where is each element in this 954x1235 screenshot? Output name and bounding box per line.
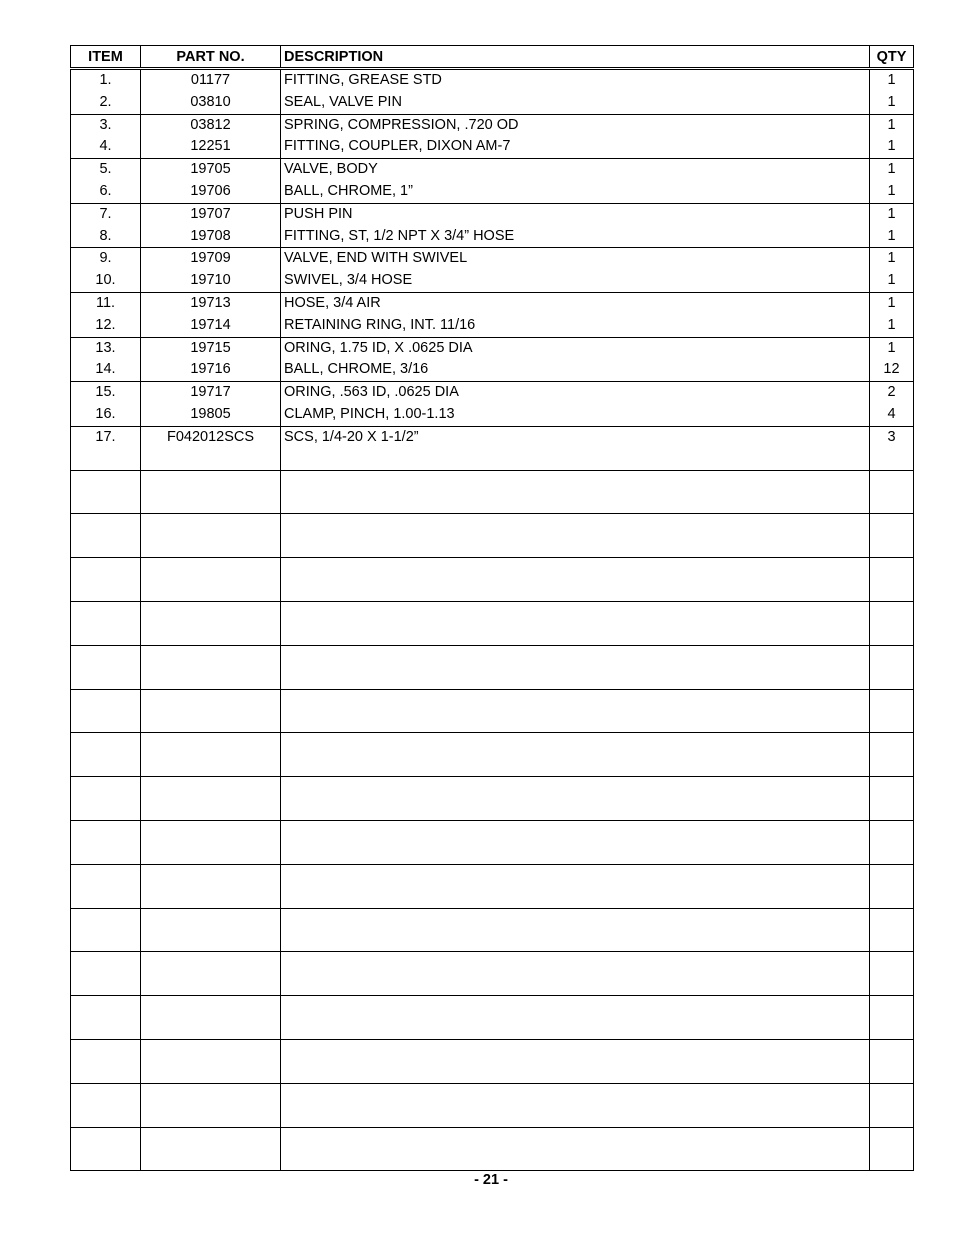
- parts-table-header: [71, 46, 914, 69]
- empty-cell: [870, 1127, 914, 1171]
- empty-cell: [870, 952, 914, 996]
- part-no-cell: 19717: [141, 382, 281, 404]
- part-no-cell: 19705: [141, 159, 281, 181]
- table-row: [71, 426, 914, 470]
- empty-cell: [141, 470, 281, 514]
- empty-row: [71, 514, 914, 558]
- description-cell: ORING, 1.75 ID, X .0625 DIA: [281, 337, 870, 359]
- empty-cell: [281, 864, 870, 908]
- part-no-cell: 03812: [141, 114, 281, 136]
- header-description: DESCRIPTION: [281, 46, 870, 69]
- table-row: [71, 337, 914, 359]
- item-cell: 17.: [71, 426, 141, 470]
- qty-cell: 1: [870, 248, 914, 270]
- empty-cell: [141, 689, 281, 733]
- empty-cell: [141, 864, 281, 908]
- item-cell: 15.: [71, 382, 141, 404]
- qty-cell: 1: [870, 114, 914, 136]
- item-cell: 6.: [71, 181, 141, 203]
- header-item: ITEM: [71, 46, 141, 69]
- empty-cell: [141, 1039, 281, 1083]
- qty-cell: 2: [870, 382, 914, 404]
- qty-cell: 1: [870, 136, 914, 158]
- empty-cell: [281, 1083, 870, 1127]
- description-cell: SPRING, COMPRESSION, .720 OD: [281, 114, 870, 136]
- empty-cell: [281, 996, 870, 1040]
- qty-cell: 1: [870, 292, 914, 314]
- table-row: [71, 315, 914, 337]
- empty-cell: [281, 514, 870, 558]
- item-cell: 11.: [71, 292, 141, 314]
- empty-cell: [141, 1083, 281, 1127]
- description-cell: BALL, CHROME, 1”: [281, 181, 870, 203]
- description-cell: HOSE, 3/4 AIR: [281, 292, 870, 314]
- empty-cell: [71, 908, 141, 952]
- empty-cell: [870, 996, 914, 1040]
- part-no-cell: 19805: [141, 404, 281, 426]
- empty-cell: [71, 733, 141, 777]
- header-qty: QTY: [870, 46, 914, 69]
- part-no-cell: 12251: [141, 136, 281, 158]
- description-cell: SWIVEL, 3/4 HOSE: [281, 270, 870, 292]
- table-row: [71, 92, 914, 114]
- qty-cell: 1: [870, 181, 914, 203]
- empty-cell: [141, 820, 281, 864]
- empty-cell: [71, 1039, 141, 1083]
- empty-cell: [870, 601, 914, 645]
- description-cell: FITTING, ST, 1/2 NPT X 3/4” HOSE: [281, 226, 870, 248]
- table-row: [71, 382, 914, 404]
- empty-cell: [71, 645, 141, 689]
- empty-cell: [281, 601, 870, 645]
- header-part-no: PART NO.: [141, 46, 281, 69]
- empty-cell: [141, 645, 281, 689]
- description-cell: VALVE, BODY: [281, 159, 870, 181]
- header-row: [71, 46, 914, 69]
- empty-row: [71, 864, 914, 908]
- qty-cell: 1: [870, 226, 914, 248]
- empty-cell: [71, 689, 141, 733]
- part-no-cell: F042012SCS: [141, 426, 281, 470]
- empty-cell: [281, 952, 870, 996]
- qty-cell: 1: [870, 92, 914, 114]
- qty-cell: 3: [870, 426, 914, 470]
- empty-cell: [141, 996, 281, 1040]
- table-row: [71, 203, 914, 225]
- part-no-cell: 19713: [141, 292, 281, 314]
- empty-cell: [870, 1083, 914, 1127]
- empty-cell: [71, 820, 141, 864]
- empty-cell: [141, 1127, 281, 1171]
- empty-cell: [141, 514, 281, 558]
- empty-cell: [71, 996, 141, 1040]
- empty-cell: [870, 820, 914, 864]
- empty-row: [71, 689, 914, 733]
- empty-cell: [870, 514, 914, 558]
- empty-cell: [870, 908, 914, 952]
- table-row: [71, 159, 914, 181]
- item-cell: 13.: [71, 337, 141, 359]
- qty-cell: 1: [870, 69, 914, 92]
- part-no-cell: 19715: [141, 337, 281, 359]
- empty-cell: [71, 558, 141, 602]
- empty-cell: [71, 1127, 141, 1171]
- description-cell: PUSH PIN: [281, 203, 870, 225]
- table-row: [71, 114, 914, 136]
- qty-cell: 4: [870, 404, 914, 426]
- empty-cell: [281, 645, 870, 689]
- item-cell: 7.: [71, 203, 141, 225]
- item-cell: 4.: [71, 136, 141, 158]
- table-row: [71, 136, 914, 158]
- description-cell: RETAINING RING, INT. 11/16: [281, 315, 870, 337]
- description-cell: VALVE, END WITH SWIVEL: [281, 248, 870, 270]
- description-cell: CLAMP, PINCH, 1.00-1.13: [281, 404, 870, 426]
- table-row: [71, 248, 914, 270]
- part-no-cell: 19706: [141, 181, 281, 203]
- empty-row: [71, 952, 914, 996]
- empty-cell: [71, 1083, 141, 1127]
- part-no-cell: 19716: [141, 359, 281, 381]
- qty-cell: 1: [870, 270, 914, 292]
- empty-row: [71, 601, 914, 645]
- empty-row: [71, 645, 914, 689]
- item-cell: 2.: [71, 92, 141, 114]
- parts-table-body: [71, 69, 914, 1171]
- empty-cell: [281, 733, 870, 777]
- item-cell: 14.: [71, 359, 141, 381]
- qty-cell: 1: [870, 337, 914, 359]
- part-no-cell: 19708: [141, 226, 281, 248]
- empty-cell: [281, 689, 870, 733]
- description-cell: FITTING, COUPLER, DIXON AM-7: [281, 136, 870, 158]
- empty-row: [71, 1127, 914, 1171]
- empty-row: [71, 733, 914, 777]
- description-cell: FITTING, GREASE STD: [281, 69, 870, 92]
- empty-cell: [281, 908, 870, 952]
- item-cell: 3.: [71, 114, 141, 136]
- part-no-cell: 19710: [141, 270, 281, 292]
- qty-cell: 12: [870, 359, 914, 381]
- empty-cell: [141, 558, 281, 602]
- empty-row: [71, 558, 914, 602]
- empty-cell: [281, 820, 870, 864]
- empty-cell: [71, 952, 141, 996]
- description-cell: SEAL, VALVE PIN: [281, 92, 870, 114]
- empty-cell: [870, 733, 914, 777]
- empty-cell: [281, 1127, 870, 1171]
- empty-row: [71, 1039, 914, 1083]
- parts-table: [70, 45, 914, 1171]
- empty-row: [71, 777, 914, 821]
- part-no-cell: 01177: [141, 69, 281, 92]
- empty-cell: [141, 952, 281, 996]
- empty-cell: [870, 558, 914, 602]
- empty-cell: [870, 645, 914, 689]
- empty-cell: [141, 601, 281, 645]
- empty-row: [71, 470, 914, 514]
- item-cell: 9.: [71, 248, 141, 270]
- table-row: [71, 69, 914, 92]
- empty-cell: [281, 1039, 870, 1083]
- empty-cell: [71, 777, 141, 821]
- empty-cell: [870, 470, 914, 514]
- empty-cell: [281, 470, 870, 514]
- empty-cell: [870, 864, 914, 908]
- part-no-cell: 03810: [141, 92, 281, 114]
- empty-cell: [870, 689, 914, 733]
- empty-cell: [141, 777, 281, 821]
- table-row: [71, 404, 914, 426]
- item-cell: 12.: [71, 315, 141, 337]
- qty-cell: 1: [870, 203, 914, 225]
- empty-cell: [281, 558, 870, 602]
- part-no-cell: 19707: [141, 203, 281, 225]
- empty-row: [71, 996, 914, 1040]
- item-cell: 8.: [71, 226, 141, 248]
- empty-cell: [71, 470, 141, 514]
- description-cell: ORING, .563 ID, .0625 DIA: [281, 382, 870, 404]
- item-cell: 16.: [71, 404, 141, 426]
- table-row: [71, 270, 914, 292]
- empty-cell: [71, 601, 141, 645]
- empty-cell: [71, 514, 141, 558]
- empty-row: [71, 908, 914, 952]
- empty-cell: [71, 864, 141, 908]
- table-row: [71, 181, 914, 203]
- description-cell: SCS, 1/4-20 X 1-1/2”: [281, 426, 870, 470]
- item-cell: 5.: [71, 159, 141, 181]
- page-number: - 21 -: [474, 1172, 508, 1188]
- empty-cell: [141, 733, 281, 777]
- empty-cell: [281, 777, 870, 821]
- empty-cell: [870, 777, 914, 821]
- table-row: [71, 226, 914, 248]
- empty-row: [71, 820, 914, 864]
- part-no-cell: 19709: [141, 248, 281, 270]
- empty-row: [71, 1083, 914, 1127]
- qty-cell: 1: [870, 159, 914, 181]
- part-no-cell: 19714: [141, 315, 281, 337]
- description-cell: BALL, CHROME, 3/16: [281, 359, 870, 381]
- table-row: [71, 292, 914, 314]
- empty-cell: [870, 1039, 914, 1083]
- empty-cell: [141, 908, 281, 952]
- qty-cell: 1: [870, 315, 914, 337]
- table-row: [71, 359, 914, 381]
- item-cell: 10.: [71, 270, 141, 292]
- item-cell: 1.: [71, 69, 141, 92]
